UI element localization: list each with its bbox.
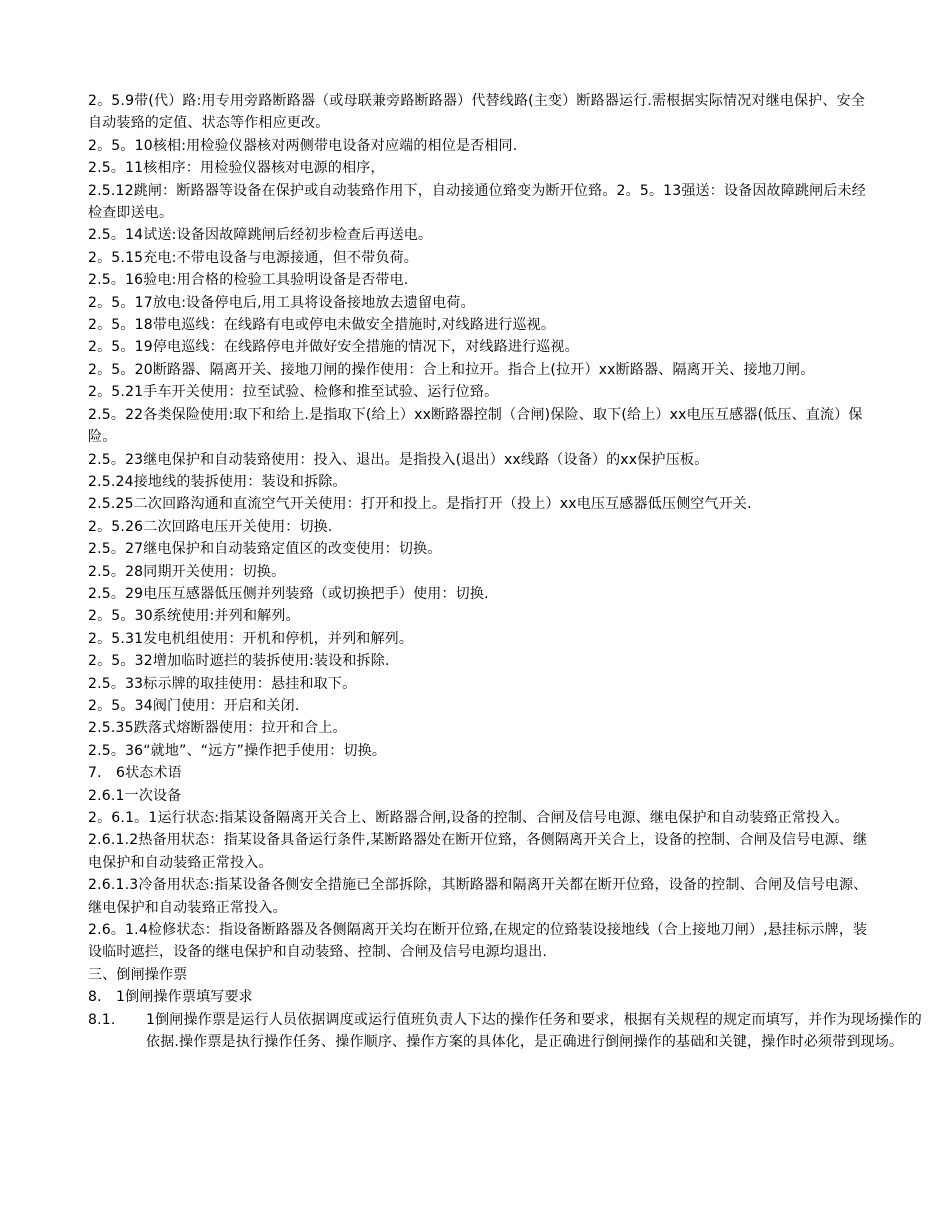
paragraph: 2.5.25二次回路沟通和直流空气开关使用：打开和投上。是指打开（投上）xx电压互感器低压侧空气开关.	[88, 496, 752, 513]
paragraph: 2。5。17放电:设备停电后,用工具将设备接地放去遗留电荷。	[88, 294, 475, 311]
paragraph: 8. 1倒闸操作票填写要求	[88, 989, 253, 1006]
paragraph-text: 1倒闸操作票是运行人员依据调度或运行值班负责人下达的操作任务和要求，根据有关规程的规定而填写，并作为现场操作的依据.操作票是执行操作任务、操作顺序、操作方案的具体化，是正确进行倒闸操作的基础和关键，操作时必须带到现场。	[146, 1012, 922, 1051]
paragraph: 2。5.21手车开关使用：拉至试验、检修和推至试验、运行位臵。	[88, 384, 499, 401]
paragraph: 2。5.9带(代）路:用专用旁路断路器（或母联兼旁路断路器）代替线路(主变）断路器运行.需根据实际情况对继电保护、安全自动装臵的定值、状态等作相应更改。	[88, 93, 866, 132]
paragraph: 2.5。33标示牌的取挂使用：悬挂和取下。	[88, 675, 357, 692]
paragraph: 2.5。14试送:设备因故障跳闸后经初步检查后再送电。	[88, 227, 433, 244]
paragraph: 2.5。23继电保护和自动装臵使用：投入、退出。是指投入(退出）xx线路（设备）的xx保护压板。	[88, 451, 709, 468]
paragraph: 2。5。18带电巡线：在线路有电或停电未做安全措施时,对线路进行巡视。	[88, 317, 556, 334]
paragraph: 2。5。20断路器、隔离开关、接地刀闸的操作使用：合上和拉开。指合上(拉开）xx断路器、隔离开关、接地刀闸。	[88, 361, 815, 378]
paragraph: 2.5.24接地线的装拆使用：装设和拆除。	[88, 473, 347, 490]
paragraph: 2.5。29电压互感器低压侧并列装臵（或切换把手）使用：切换.	[88, 585, 489, 602]
paragraph: 2.6.1.2热备用状态：指某设备具备运行条件,某断路器处在断开位臵，各侧隔离开关合上，设备的控制、合闸及信号电源、继电保护和自动装臵正常投入。	[88, 832, 868, 871]
paragraph: 2。5.15充电:不带电设备与电源接通，但不带负荷。	[88, 249, 418, 266]
paragraph: 2.6.1.3冷备用状态:指某设备各侧安全措施已全部拆除，其断路器和隔离开关都在断开位臵，设备的控制、合闸及信号电源、继电保护和自动装臵正常投入。	[88, 877, 868, 916]
paragraph: 三、倒闸操作票	[88, 966, 188, 983]
paragraph: 2。5。30系统使用:并列和解列。	[88, 608, 300, 625]
paragraph: 2.6。1.4检修状态：指设备断路器及各侧隔离开关均在断开位臵,在规定的位臵装设接地线（合上接地刀闸）,悬挂标示牌，装设临时遮拦，设备的继电保护和自动装臵、控制、合闸及信号电源均退出.	[88, 922, 868, 961]
paragraph: 2.5。16验电:用合格的检验工具验明设备是否带电.	[88, 272, 409, 289]
paragraph: 2。5.31发电机组使用：开机和停机，并列和解列。	[88, 630, 414, 647]
paragraph: 2.5.12跳闸：断路器等设备在保护或自动装臵作用下，自动接通位臵变为断开位臵。2。5。13强送：设备因故障跳闸后未经检查即送电。	[88, 182, 866, 222]
paragraph: 2.5.35跌落式熔断器使用：拉开和合上。	[88, 720, 347, 737]
paragraph: 2。5。19停电巡线：在线路停电并做好安全措施的情况下，对线路进行巡视。	[88, 339, 579, 356]
paragraph: 2.5。22各类保险使用:取下和给上.是指取下(给上）xx断路器控制（合闸)保险、取下(给上）xx电压互感器(低压、直流）保险。	[88, 406, 863, 446]
paragraph: 2。5。10核相:用检验仪器核对两侧带电设备对应端的相位是否相同.	[88, 137, 518, 154]
paragraph: 2。5.26二次回路电压开关使用：切换.	[88, 518, 333, 535]
paragraph: 2。6.1。1运行状态:指某设备隔离开关合上、断路器合闸,设备的控制、合闸及信号电源、继电保护和自动装臵正常投入。	[88, 810, 849, 826]
paragraph: 2。5。34阀门使用：开启和关闭.	[88, 697, 300, 714]
paragraph: 7. 6状态术语	[88, 765, 182, 782]
paragraph: 2.6.1一次设备	[88, 787, 182, 804]
document-body	[88, 90, 868, 1009]
paragraph: 2。5。32增加临时遮拦的装拆使用:装设和拆除.	[88, 653, 390, 670]
paragraph-number: 8.1.	[88, 1012, 116, 1028]
numbered-paragraph	[88, 1009, 926, 1054]
paragraph: 2.5。27继电保护和自动装臵定值区的改变使用：切换。	[88, 541, 442, 558]
paragraph: 2.5。11核相序：用检验仪器核对电源的相序，	[88, 160, 385, 177]
paragraph: 2.5。28同期开关使用：切换。	[88, 563, 286, 580]
paragraph: 2.5。36“就地”、“远方”操作把手使用：切换。	[88, 742, 387, 759]
